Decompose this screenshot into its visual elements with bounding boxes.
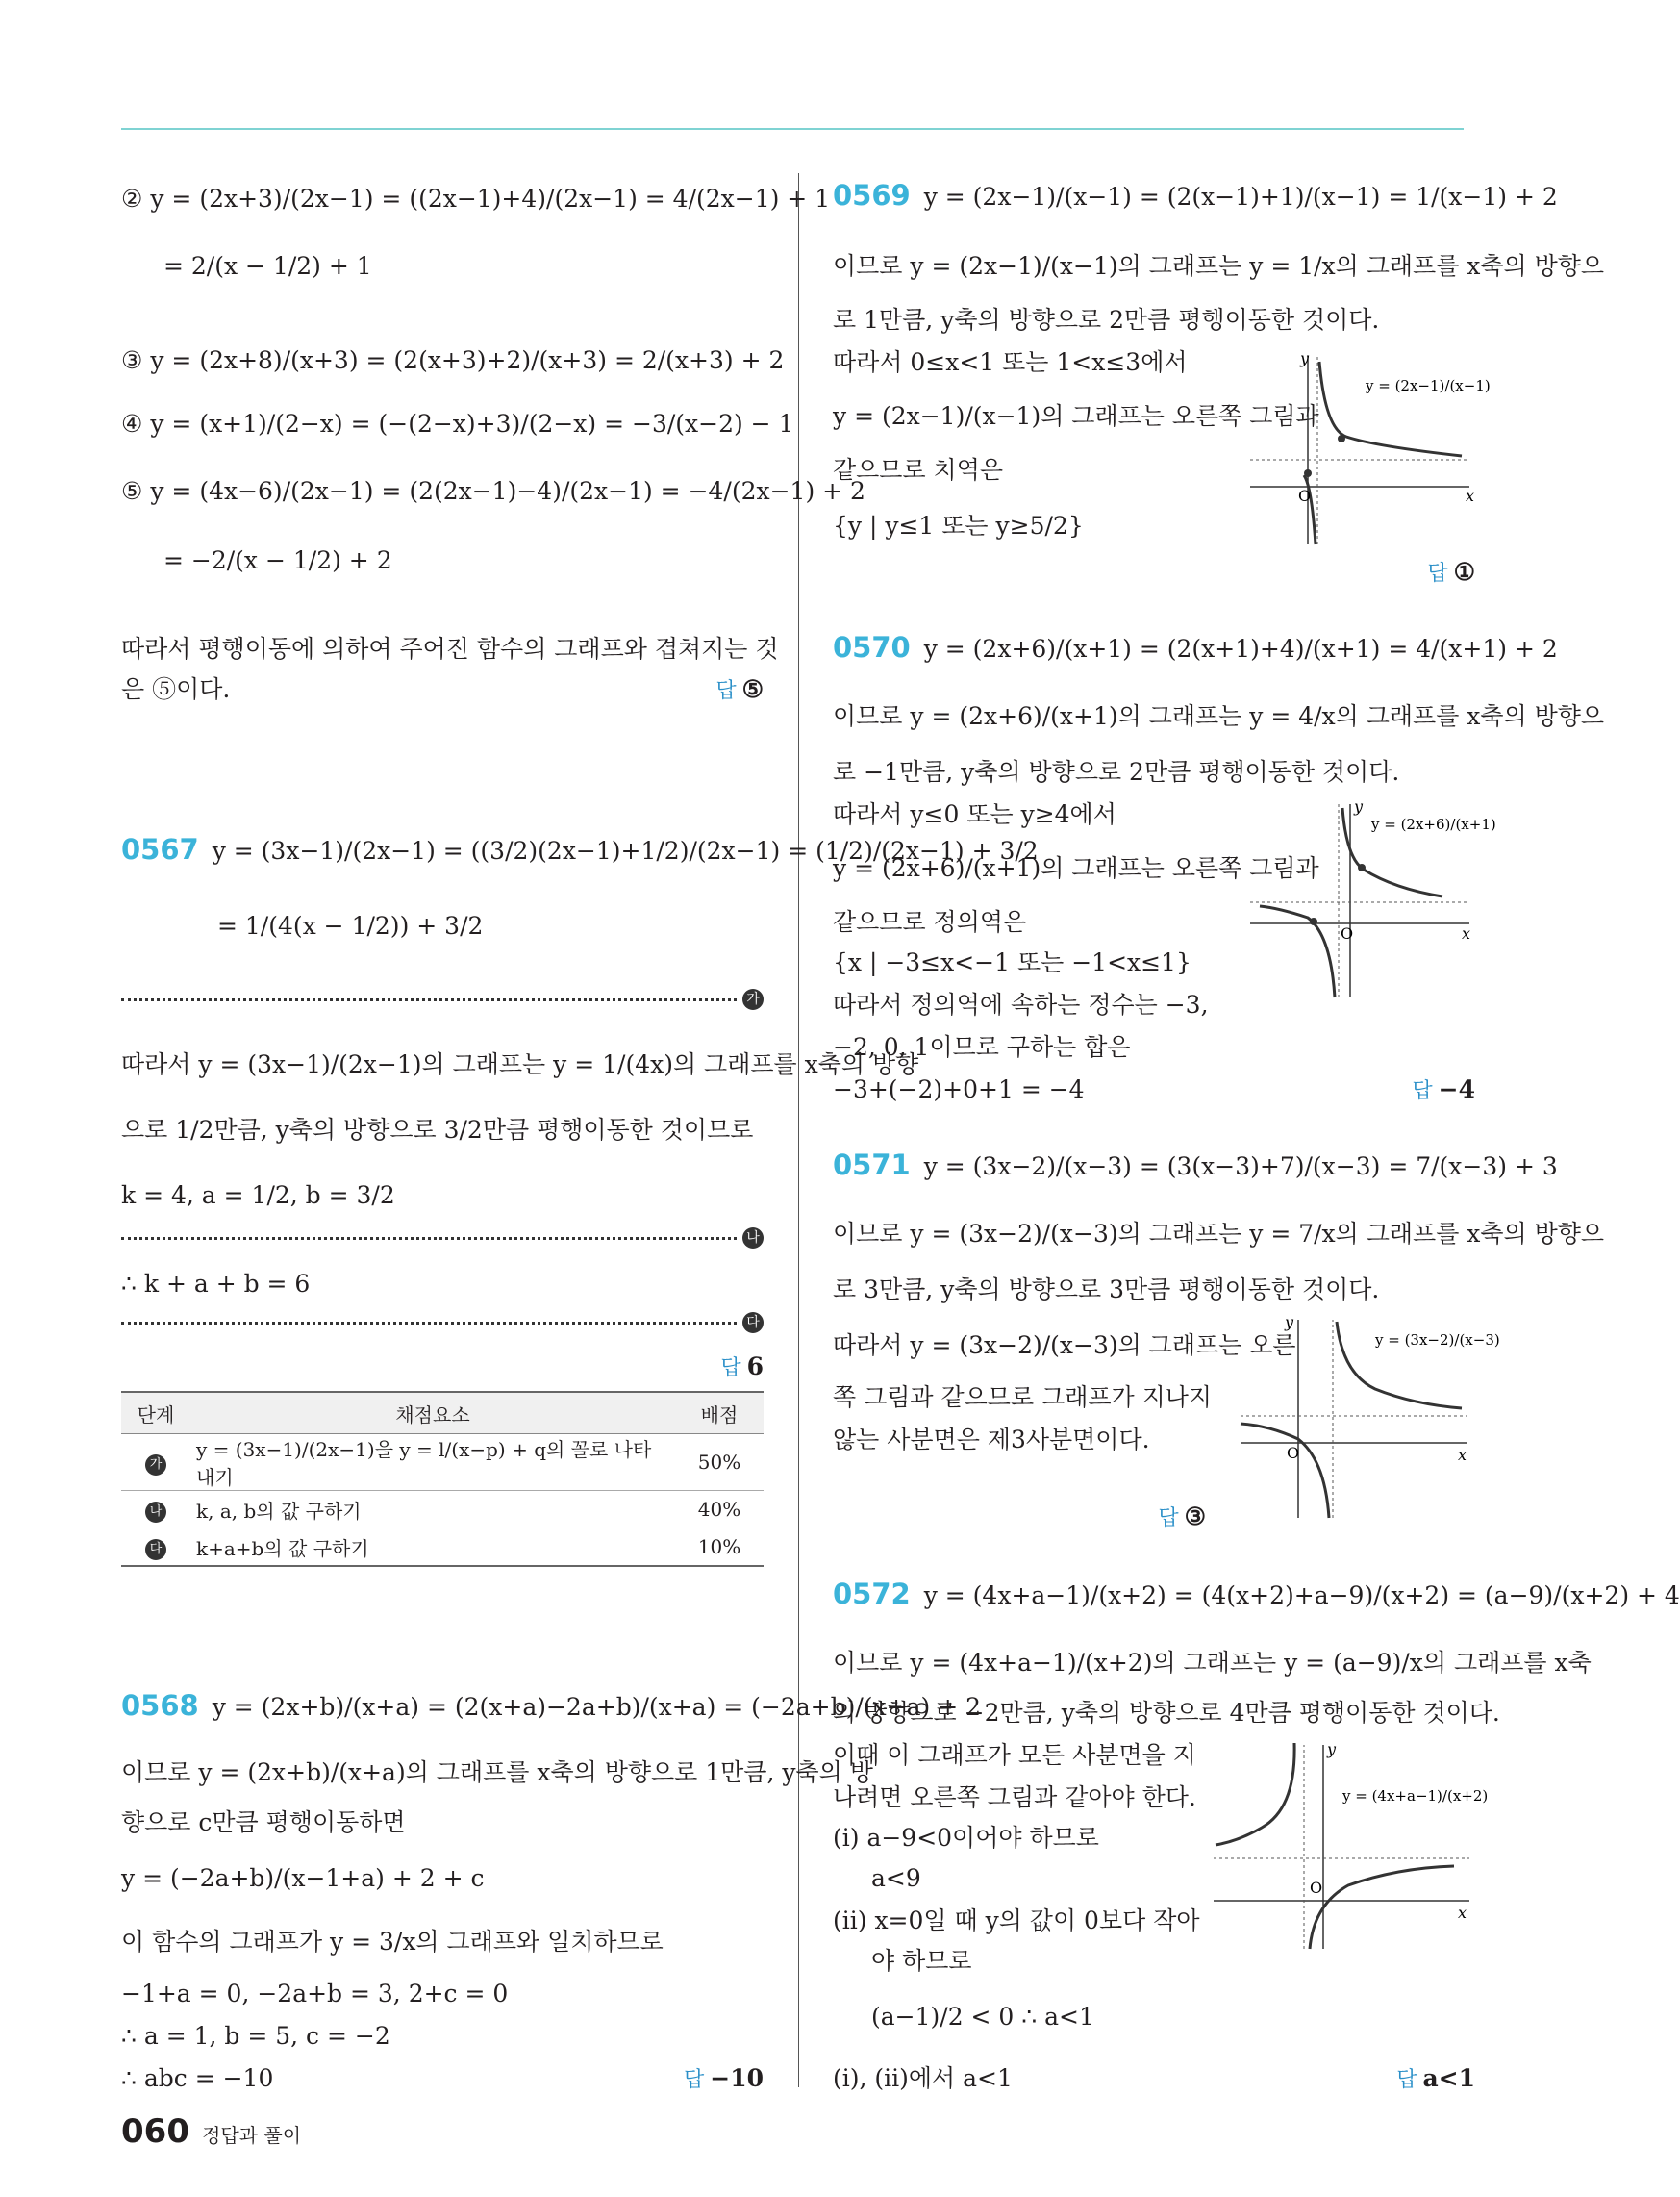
axis-label: y xyxy=(1327,1740,1337,1758)
eq-line: ③ y = (2x+8)/(x+3) = (2(x+3)+2)/(x+3) = 2/(x+3) + 2 xyxy=(121,346,785,374)
problem-0570: 0570 y = (2x+6)/(x+1) = (2(x+1)+4)/(x+1) = 4/(x+1) + 2 xyxy=(833,631,1558,664)
curve-label: y = (2x−1)/(x−1) xyxy=(1366,377,1491,394)
graph-0569 xyxy=(1250,349,1491,552)
table-cell: k, a, b의 값 구하기 xyxy=(190,1491,675,1528)
curve-label: y = (4x+a−1)/(x+2) xyxy=(1342,1787,1489,1805)
axis-label: x xyxy=(1458,1446,1467,1464)
dotted-divider xyxy=(121,998,737,1001)
scoring-table xyxy=(121,1391,764,1567)
step-marker: 나 xyxy=(145,1502,166,1523)
text-line: (ii) x=0일 때 y의 값이 0보다 작아 xyxy=(833,1907,1200,1934)
text-line: 따라서 y≤0 또는 y≥4에서 xyxy=(833,800,1116,828)
axis-label: y xyxy=(1300,349,1310,367)
problem-0572: 0572 y = (4x+a−1)/(x+2) = (4(x+2)+a−9)/(x+2) = (a−9)/(x+2) + 4 xyxy=(833,1578,1680,1610)
answer: 답 6 xyxy=(720,1352,764,1380)
eq-line: a<9 xyxy=(871,1864,921,1892)
step-marker: 다 xyxy=(742,1312,764,1333)
text-line: 이므로 y = (2x−1)/(x−1)의 그래프는 y = 1/x의 그래프를 x축의 방향으 xyxy=(833,252,1605,280)
column-header: 배점 xyxy=(675,1392,764,1434)
text-line: 쪽 그림과 같으므로 그래프가 지나지 xyxy=(833,1383,1213,1411)
eq-line: y = (−2a+b)/(x−1+a) + 2 + c xyxy=(121,1864,485,1892)
eq-line: {y | y≤1 또는 y≥5/2} xyxy=(833,512,1084,540)
text-line: 이때 이 그래프가 모든 사분면을 지 xyxy=(833,1741,1196,1769)
text-line: 은 ⑤이다. xyxy=(121,675,231,703)
eq-line: = 2/(x − 1/2) + 1 xyxy=(163,252,372,280)
text-line: 따라서 0≤x<1 또는 1<x≤3에서 xyxy=(833,348,1188,376)
answer: 답 ③ xyxy=(1158,1503,1206,1530)
problem-number: 0569 xyxy=(833,179,911,212)
graph-0572 xyxy=(1214,1740,1489,1953)
eq-line: = −2/(x − 1/2) + 2 xyxy=(163,546,392,574)
origin-label: O xyxy=(1287,1444,1300,1462)
text-line: 따라서 평행이동에 의하여 주어진 함수의 그래프와 겹쳐지는 것 xyxy=(121,635,779,663)
curve-label: y = (3x−2)/(x−3) xyxy=(1375,1331,1500,1349)
footer-label: 정답과 풀이 xyxy=(202,2124,302,2147)
eq-line: ∴ a = 1, b = 5, c = −2 xyxy=(121,2022,390,2050)
text-line: 같으므로 치역은 xyxy=(833,456,1003,484)
eq-line: ④ y = (x+1)/(2−x) = (−(2−x)+3)/(2−x) = −3/(x−2) − 1 xyxy=(121,410,794,438)
answer: 답 a<1 xyxy=(1396,2064,1475,2092)
column-divider xyxy=(798,173,799,2087)
point xyxy=(1310,918,1317,925)
text-line: 이므로 y = (2x+b)/(x+a)의 그래프를 x축의 방향으로 1만큼, y축의 방 xyxy=(121,1758,873,1786)
table-row xyxy=(121,1434,764,1491)
axis-label: x xyxy=(1466,487,1475,505)
dotted-divider xyxy=(121,1322,737,1325)
table-cell: 40% xyxy=(675,1491,764,1528)
problem-number: 0568 xyxy=(121,1689,199,1722)
eq-line: −1+a = 0, −2a+b = 3, 2+c = 0 xyxy=(121,1980,509,2008)
axis-label: x xyxy=(1458,1904,1467,1922)
eq-line: (a−1)/2 < 0 ∴ a<1 xyxy=(871,2003,1094,2031)
page-footer xyxy=(121,2112,301,2151)
text-line: 이 함수의 그래프가 y = 3/x의 그래프와 일치하므로 xyxy=(121,1928,664,1956)
step-marker: 가 xyxy=(742,989,764,1010)
page-number: 060 xyxy=(121,2112,189,2151)
origin-label: O xyxy=(1310,1879,1323,1897)
point xyxy=(1304,469,1312,477)
graph-0570 xyxy=(1250,797,1496,1002)
eq-line: ∴ k + a + b = 6 xyxy=(121,1270,311,1298)
text-line: 의 방향으로 −2만큼, y축의 방향으로 4만큼 평행이동한 것이다. xyxy=(833,1699,1500,1727)
text-line: 이므로 y = (4x+a−1)/(x+2)의 그래프는 y = (a−9)/x의 그래프를 x축 xyxy=(833,1649,1592,1677)
column-header: 채점요소 xyxy=(190,1392,675,1434)
text-line: 로 3만큼, y축의 방향으로 3만큼 평행이동한 것이다. xyxy=(833,1275,1380,1303)
origin-label: O xyxy=(1298,487,1312,505)
text-line: 따라서 y = (3x−2)/(x−3)의 그래프는 오른 xyxy=(833,1331,1296,1359)
table-cell: k+a+b의 값 구하기 xyxy=(190,1528,675,1567)
eq-line: k = 4, a = 1/2, b = 3/2 xyxy=(121,1181,395,1209)
text-line: −2, 0, 1이므로 구하는 합은 xyxy=(833,1033,1131,1061)
curve-label: y = (2x+6)/(x+1) xyxy=(1371,816,1496,833)
point xyxy=(1358,864,1366,871)
curve-branch xyxy=(1260,906,1335,997)
text-line: y = (2x−1)/(x−1)의 그래프는 오른쪽 그림과 xyxy=(833,402,1319,430)
text-line: 로 −1만큼, y축의 방향으로 2만큼 평행이동한 것이다. xyxy=(833,758,1400,786)
step-marker: 다 xyxy=(145,1539,166,1560)
text-line: 이므로 y = (2x+6)/(x+1)의 그래프는 y = 4/x의 그래프를 x축의 방향으 xyxy=(833,702,1605,730)
problem-number: 0572 xyxy=(833,1578,911,1610)
text-line: 로 1만큼, y축의 방향으로 2만큼 평행이동한 것이다. xyxy=(833,306,1380,334)
header-rule xyxy=(121,128,1464,130)
text-line: 않는 사분면은 제3사분면이다. xyxy=(833,1426,1150,1453)
eq-line: {x | −3≤x<−1 또는 −1<x≤1} xyxy=(833,948,1191,976)
eq-line: ∴ abc = −10 xyxy=(121,2064,274,2092)
column-header: 단계 xyxy=(121,1392,190,1434)
table-cell: 10% xyxy=(675,1528,764,1567)
dotted-divider xyxy=(121,1237,737,1240)
problem-0571: 0571 y = (3x−2)/(x−3) = (3(x−3)+7)/(x−3) = 7/(x−3) + 3 xyxy=(833,1149,1558,1181)
problem-0567: 0567 y = (3x−1)/(2x−1) = ((3/2)(2x−1)+1/2)/(2x−1) = (1/2)/(2x−1) + 3/2 xyxy=(121,833,1039,866)
origin-label: O xyxy=(1341,924,1354,943)
axis-label: y xyxy=(1354,797,1364,816)
point xyxy=(1338,435,1345,442)
text-line: 향으로 c만큼 평행이동하면 xyxy=(121,1808,406,1836)
graph-0571 xyxy=(1241,1313,1500,1522)
answer: 답 ① xyxy=(1427,558,1475,586)
table-row xyxy=(121,1528,764,1567)
eq-line: −3+(−2)+0+1 = −4 xyxy=(833,1075,1085,1103)
eq-line: (i), (ii)에서 a<1 xyxy=(833,2064,1013,2092)
problem-number: 0571 xyxy=(833,1149,911,1181)
eq-line: = 1/(4(x − 1/2)) + 3/2 xyxy=(217,912,484,940)
text-line: 나려면 오른쪽 그림과 같아야 한다. xyxy=(833,1783,1196,1811)
curve-branch xyxy=(1216,1743,1294,1845)
text-line: (i) a−9<0이어야 하므로 xyxy=(833,1824,1099,1852)
right-column xyxy=(833,154,1680,2092)
step-marker: 가 xyxy=(145,1454,166,1476)
curve-branch xyxy=(1304,475,1316,544)
text-line: 으로 1/2만큼, y축의 방향으로 3/2만큼 평행이동한 것이므로 xyxy=(121,1116,754,1144)
problem-0568: 0568 y = (2x+b)/(x+a) = (2(x+a)−2a+b)/(x+a) = (−2a+b)/(x+a) + 2 xyxy=(121,1689,982,1722)
text-line: 따라서 y = (3x−1)/(2x−1)의 그래프는 y = 1/(4x)의 그래프를 x축의 방향 xyxy=(121,1050,919,1078)
answer: 답 −10 xyxy=(683,2064,764,2092)
text-line: 야 하므로 xyxy=(871,1947,972,1975)
problem-0569: 0569 y = (2x−1)/(x−1) = (2(x−1)+1)/(x−1) = 1/(x−1) + 2 xyxy=(833,179,1558,212)
step-marker: 나 xyxy=(742,1227,764,1249)
table-header-row xyxy=(121,1392,764,1434)
axis-label: y xyxy=(1285,1313,1294,1331)
problem-number: 0567 xyxy=(121,833,199,866)
eq-line: ② y = (2x+3)/(2x−1) = ((2x−1)+4)/(2x−1) = 4/(2x−1) + 1 xyxy=(121,185,831,213)
text-line: 따라서 정의역에 속하는 정수는 −3, xyxy=(833,991,1209,1019)
table-row xyxy=(121,1491,764,1528)
table-cell: 50% xyxy=(675,1434,764,1491)
text-line: y = (2x+6)/(x+1)의 그래프는 오른쪽 그림과 xyxy=(833,854,1319,882)
axis-label: x xyxy=(1462,924,1471,943)
curve-branch xyxy=(1241,1424,1329,1518)
answer: 답 −4 xyxy=(1412,1075,1475,1103)
curve-branch xyxy=(1310,1866,1454,1949)
eq-line: ⑤ y = (4x−6)/(2x−1) = (2(2x−1)−4)/(2x−1) = −4/(2x−1) + 2 xyxy=(121,477,865,505)
text-line: 이므로 y = (3x−2)/(x−3)의 그래프는 y = 7/x의 그래프를 x축의 방향으 xyxy=(833,1220,1605,1248)
answer: 답 ⑤ xyxy=(715,675,764,703)
table-cell: y = (3x−1)/(2x−1)을 y = l/(x−p) + q의 꼴로 나타내기 xyxy=(190,1434,675,1491)
text-line: 같으므로 정의역은 xyxy=(833,908,1027,936)
problem-number: 0570 xyxy=(833,631,911,664)
